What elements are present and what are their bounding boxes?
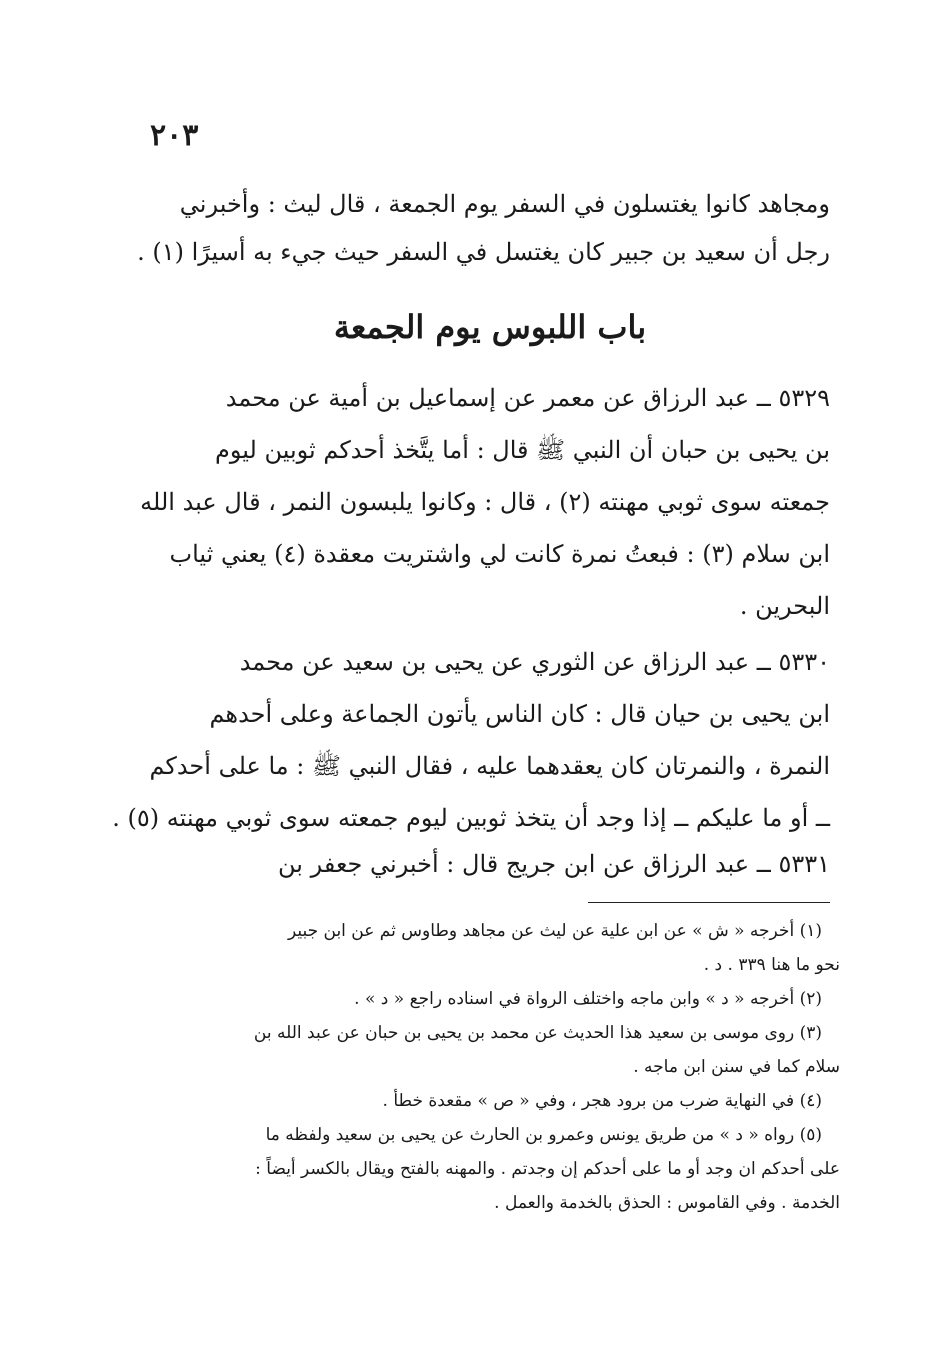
intro-line-1: ومجاهد كانوا يغتسلون في السفر يوم الجمعة ، قال ليث : وأخبرني xyxy=(179,190,830,218)
footnote-line: (٢) أخرجه « د » وابن ماجه واختلف الرواة في اسناده راجع « د » . xyxy=(354,989,822,1009)
footnote-line: سلام كما في سنن ابن ماجه . xyxy=(633,1057,840,1077)
hadith-5331-line-1: ٥٣٣١ ــ عبد الرزاق عن ابن جريج قال : أخبرني جعفر بن xyxy=(278,850,830,878)
section-title: باب اللبوس يوم الجمعة xyxy=(333,308,647,346)
footnote-line: على أحدكم ان وجد أو ما على أحدكم إن وجدتم . والمهنه بالفتح ويقال بالكسر أيضاً : xyxy=(255,1159,840,1179)
intro-line-2: رجل أن سعيد بن جبير كان يغتسل في السفر حيث جيء به أسيرًا (١) . xyxy=(137,238,830,266)
hadith-5330 xyxy=(112,636,830,844)
hadith-5330-line-3: النمرة ، والنمرتان كان يعقدهما عليه ، فقال النبي ﷺ : ما على أحدكم xyxy=(149,752,830,780)
hadith-5329-line-3: جمعته سوى ثوبي مهنته (٢) ، قال : وكانوا يلبسون النمر ، قال عبد الله xyxy=(140,488,830,516)
footnote-divider xyxy=(588,902,830,903)
footnote-line: (١) أخرجه « ش » عن ابن علية عن ليث عن مجاهد وطاوس ثم عن ابن جبير xyxy=(287,921,822,941)
hadith-5331 xyxy=(150,838,830,890)
footnote-line: (٤) في النهاية ضرب من برود هجر ، وفي « ص » مقعدة خطأ . xyxy=(382,1091,822,1111)
intro-paragraph xyxy=(137,180,830,276)
hadith-5329 xyxy=(140,372,830,632)
footnote-line: (٣) روى موسى بن سعيد هذا الحديث عن محمد بن يحيى بن حبان عن عبد الله بن xyxy=(253,1023,822,1043)
footnote-line: (٥) رواه « د » من طريق يونس وعمرو بن الحارث عن يحيى بن سعيد ولفظه ما xyxy=(265,1125,822,1145)
hadith-5330-line-2: ابن يحيى بن حيان قال : كان الناس يأتون الجماعة وعلى أحدهم xyxy=(209,700,830,728)
hadith-5329-line-2: بن يحيى بن حبان أن النبي ﷺ قال : أما يتَّخذ أحدكم ثوبين ليوم xyxy=(215,436,830,464)
hadith-5329-line-4: ابن سلام (٣) : فبعتُ نمرة كانت لي واشتريت معقدة (٤) يعني ثياب xyxy=(169,540,830,568)
footnotes xyxy=(150,914,840,1220)
page-number: ٢٠٣ xyxy=(150,118,199,153)
footnote-line: الخدمة . وفي القاموس : الحذق بالخدمة والعمل . xyxy=(494,1193,840,1213)
footnote-line: نحو ما هنا ٣٣٩ . د . xyxy=(703,955,840,975)
hadith-5329-line-1: ٥٣٢٩ ــ عبد الرزاق عن معمر عن إسماعيل بن أمية عن محمد xyxy=(225,384,830,412)
hadith-5330-line-4: ــ أو ما عليكم ــ إذا وجد أن يتخذ ثوبين ليوم جمعته سوى ثوبي مهنته (٥) . xyxy=(112,804,830,832)
hadith-5329-line-5: البحرين . xyxy=(739,592,830,620)
hadith-5330-line-1: ٥٣٣٠ ــ عبد الرزاق عن الثوري عن يحيى بن سعيد عن محمد xyxy=(239,648,830,676)
